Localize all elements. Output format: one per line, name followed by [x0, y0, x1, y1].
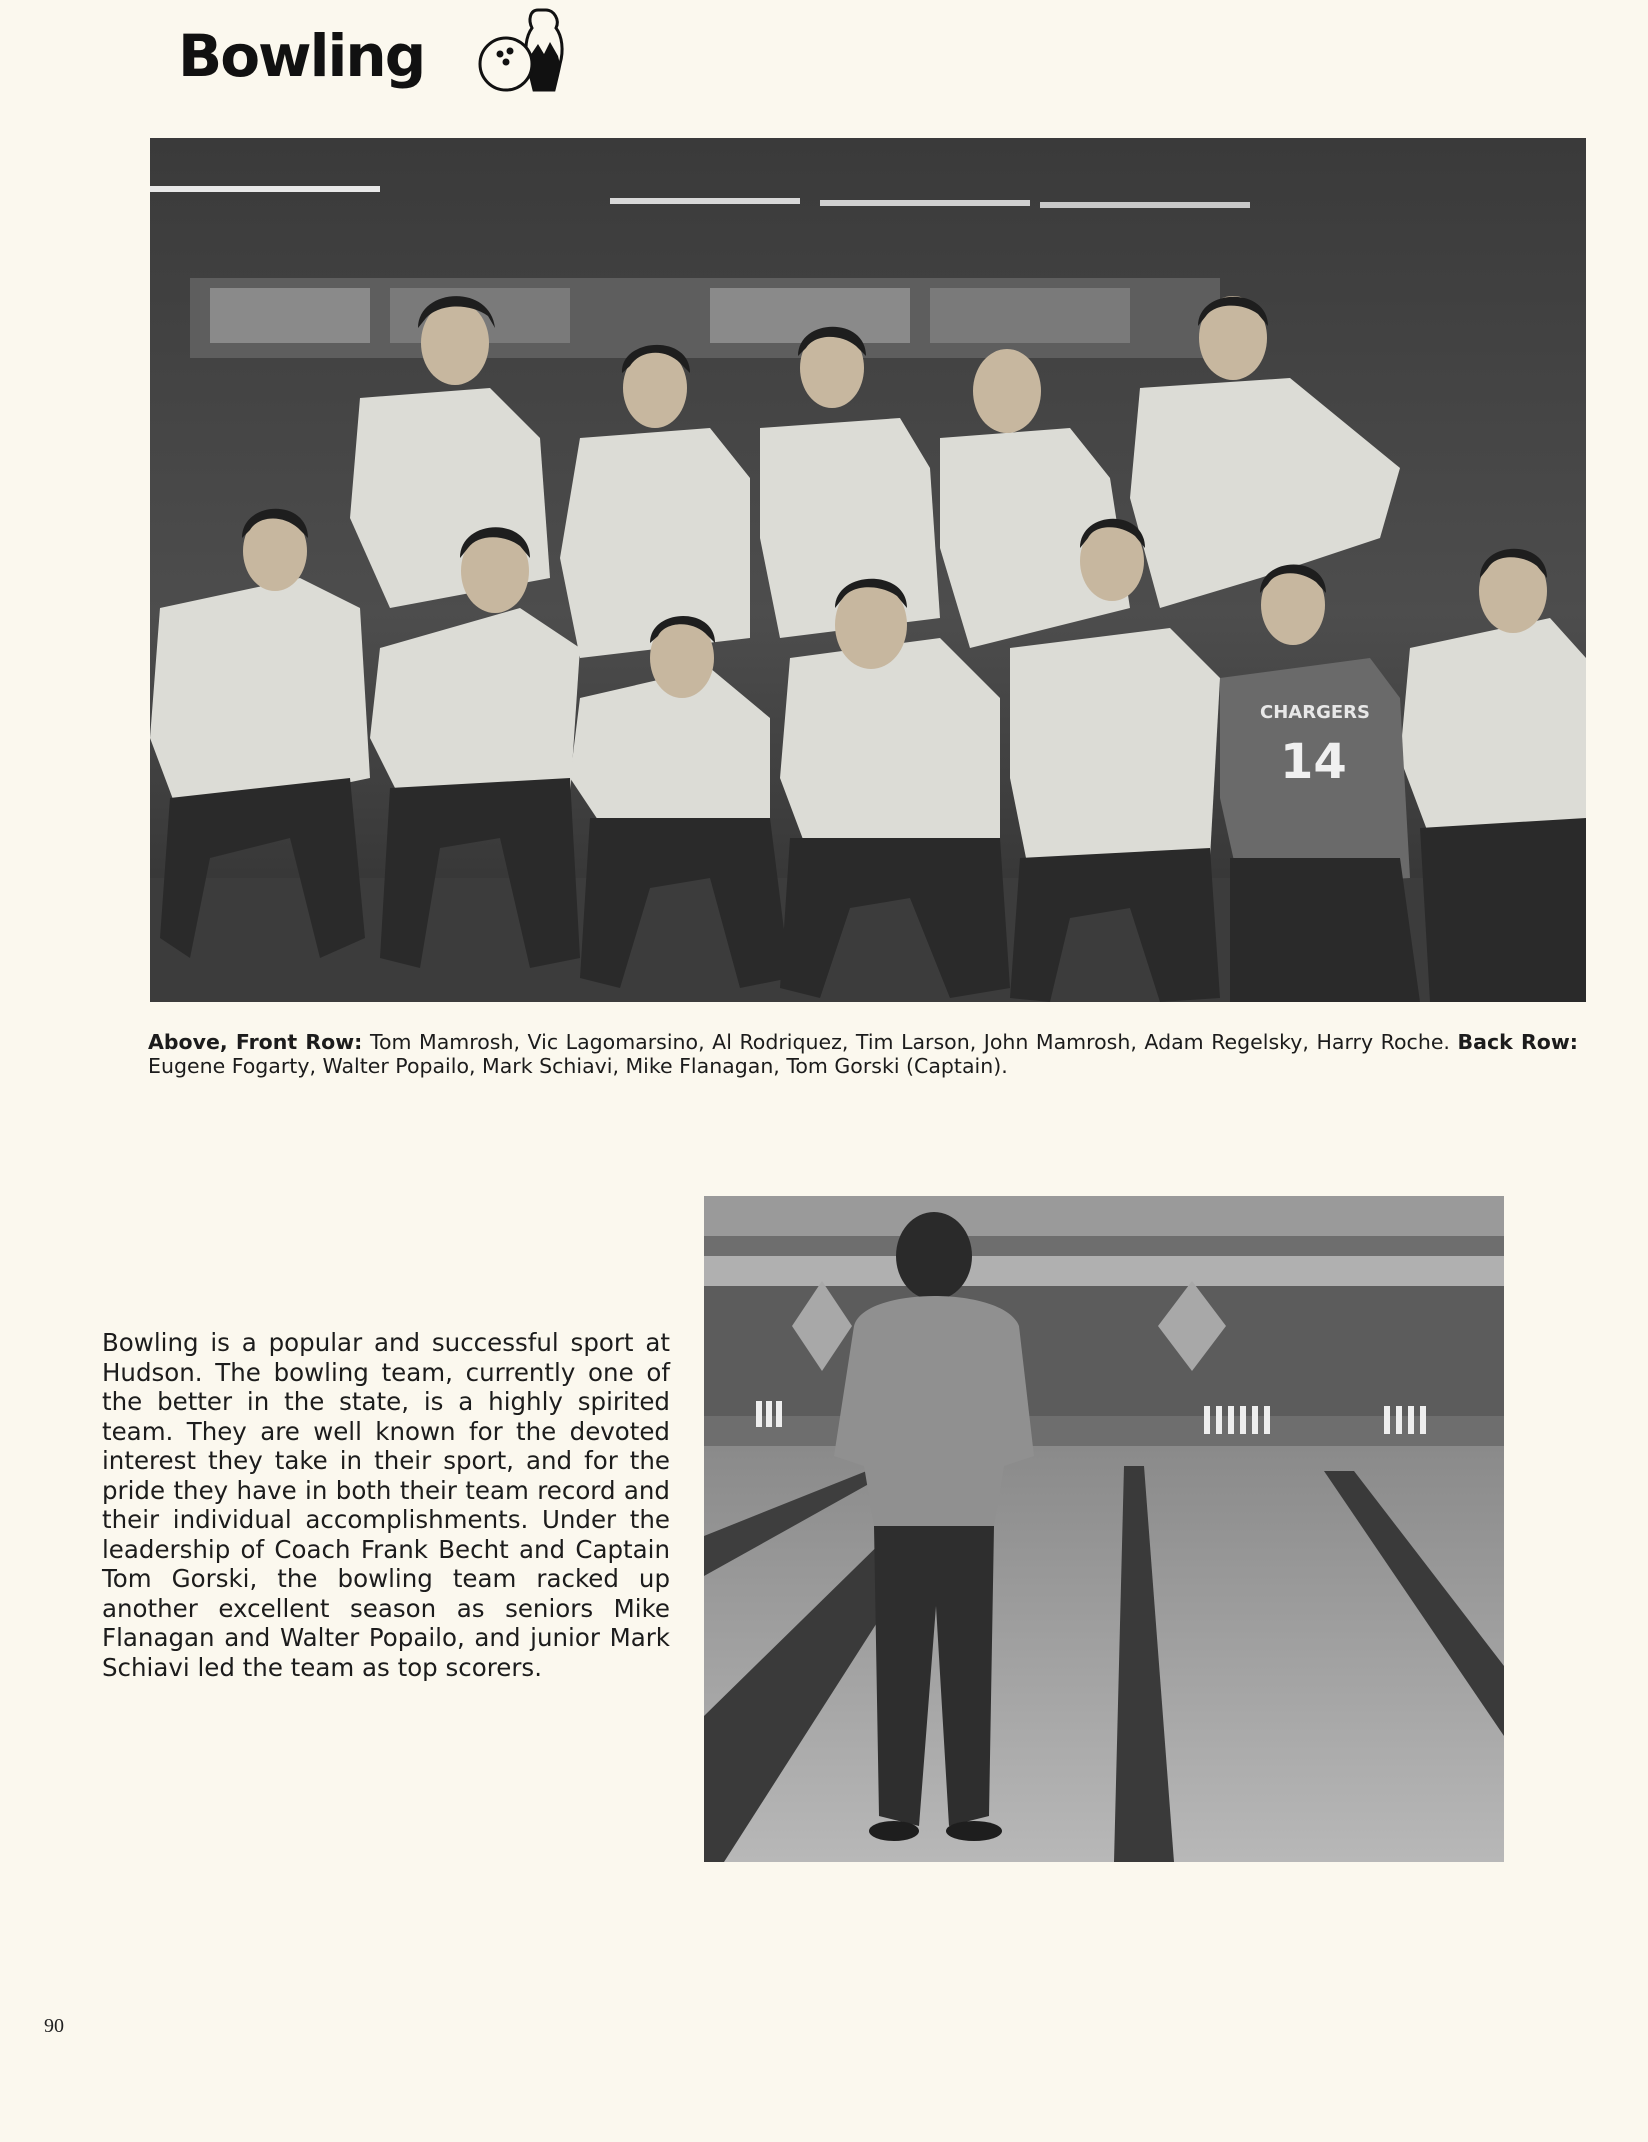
jersey-number: 14	[1280, 734, 1347, 790]
back-row-label: Back Row:	[1457, 1030, 1578, 1054]
bowler-action-photo	[704, 1196, 1504, 1862]
page-title: Bowling	[178, 22, 425, 90]
team-photo-caption	[148, 1030, 1578, 1078]
jersey-text: CHARGERS	[1260, 702, 1370, 723]
page-number: 90	[44, 2015, 64, 2037]
bowling-ball-and-pin-icon	[468, 6, 568, 102]
article-body: Bowling is a popular and successful sport at Hudson. The bowling team, currently one of the better in the state, is a highly spirited team. They are well known for the devoted interest they take in their sport, and for the pride they have in both their team record and their individual accomplishments. Under the leadership of Coach Frank Becht and Captain Tom Gorski, the bowling team racked up another excellent season as seniors Mike Flanagan and Walter Popailo, and junior Mark Schiavi led the team as top scorers.	[102, 1328, 670, 1682]
front-row-label: Above, Front Row:	[148, 1030, 363, 1054]
back-row-names: Eugene Fogarty, Walter Popailo, Mark Schiavi, Mike Flanagan, Tom Gorski (Captain).	[148, 1054, 1008, 1078]
front-row-names: Tom Mamrosh, Vic Lagomarsino, Al Rodriquez, Tim Larson, John Mamrosh, Adam Regelsky, Harry Roche.	[369, 1030, 1450, 1054]
team-photo	[150, 138, 1586, 1002]
